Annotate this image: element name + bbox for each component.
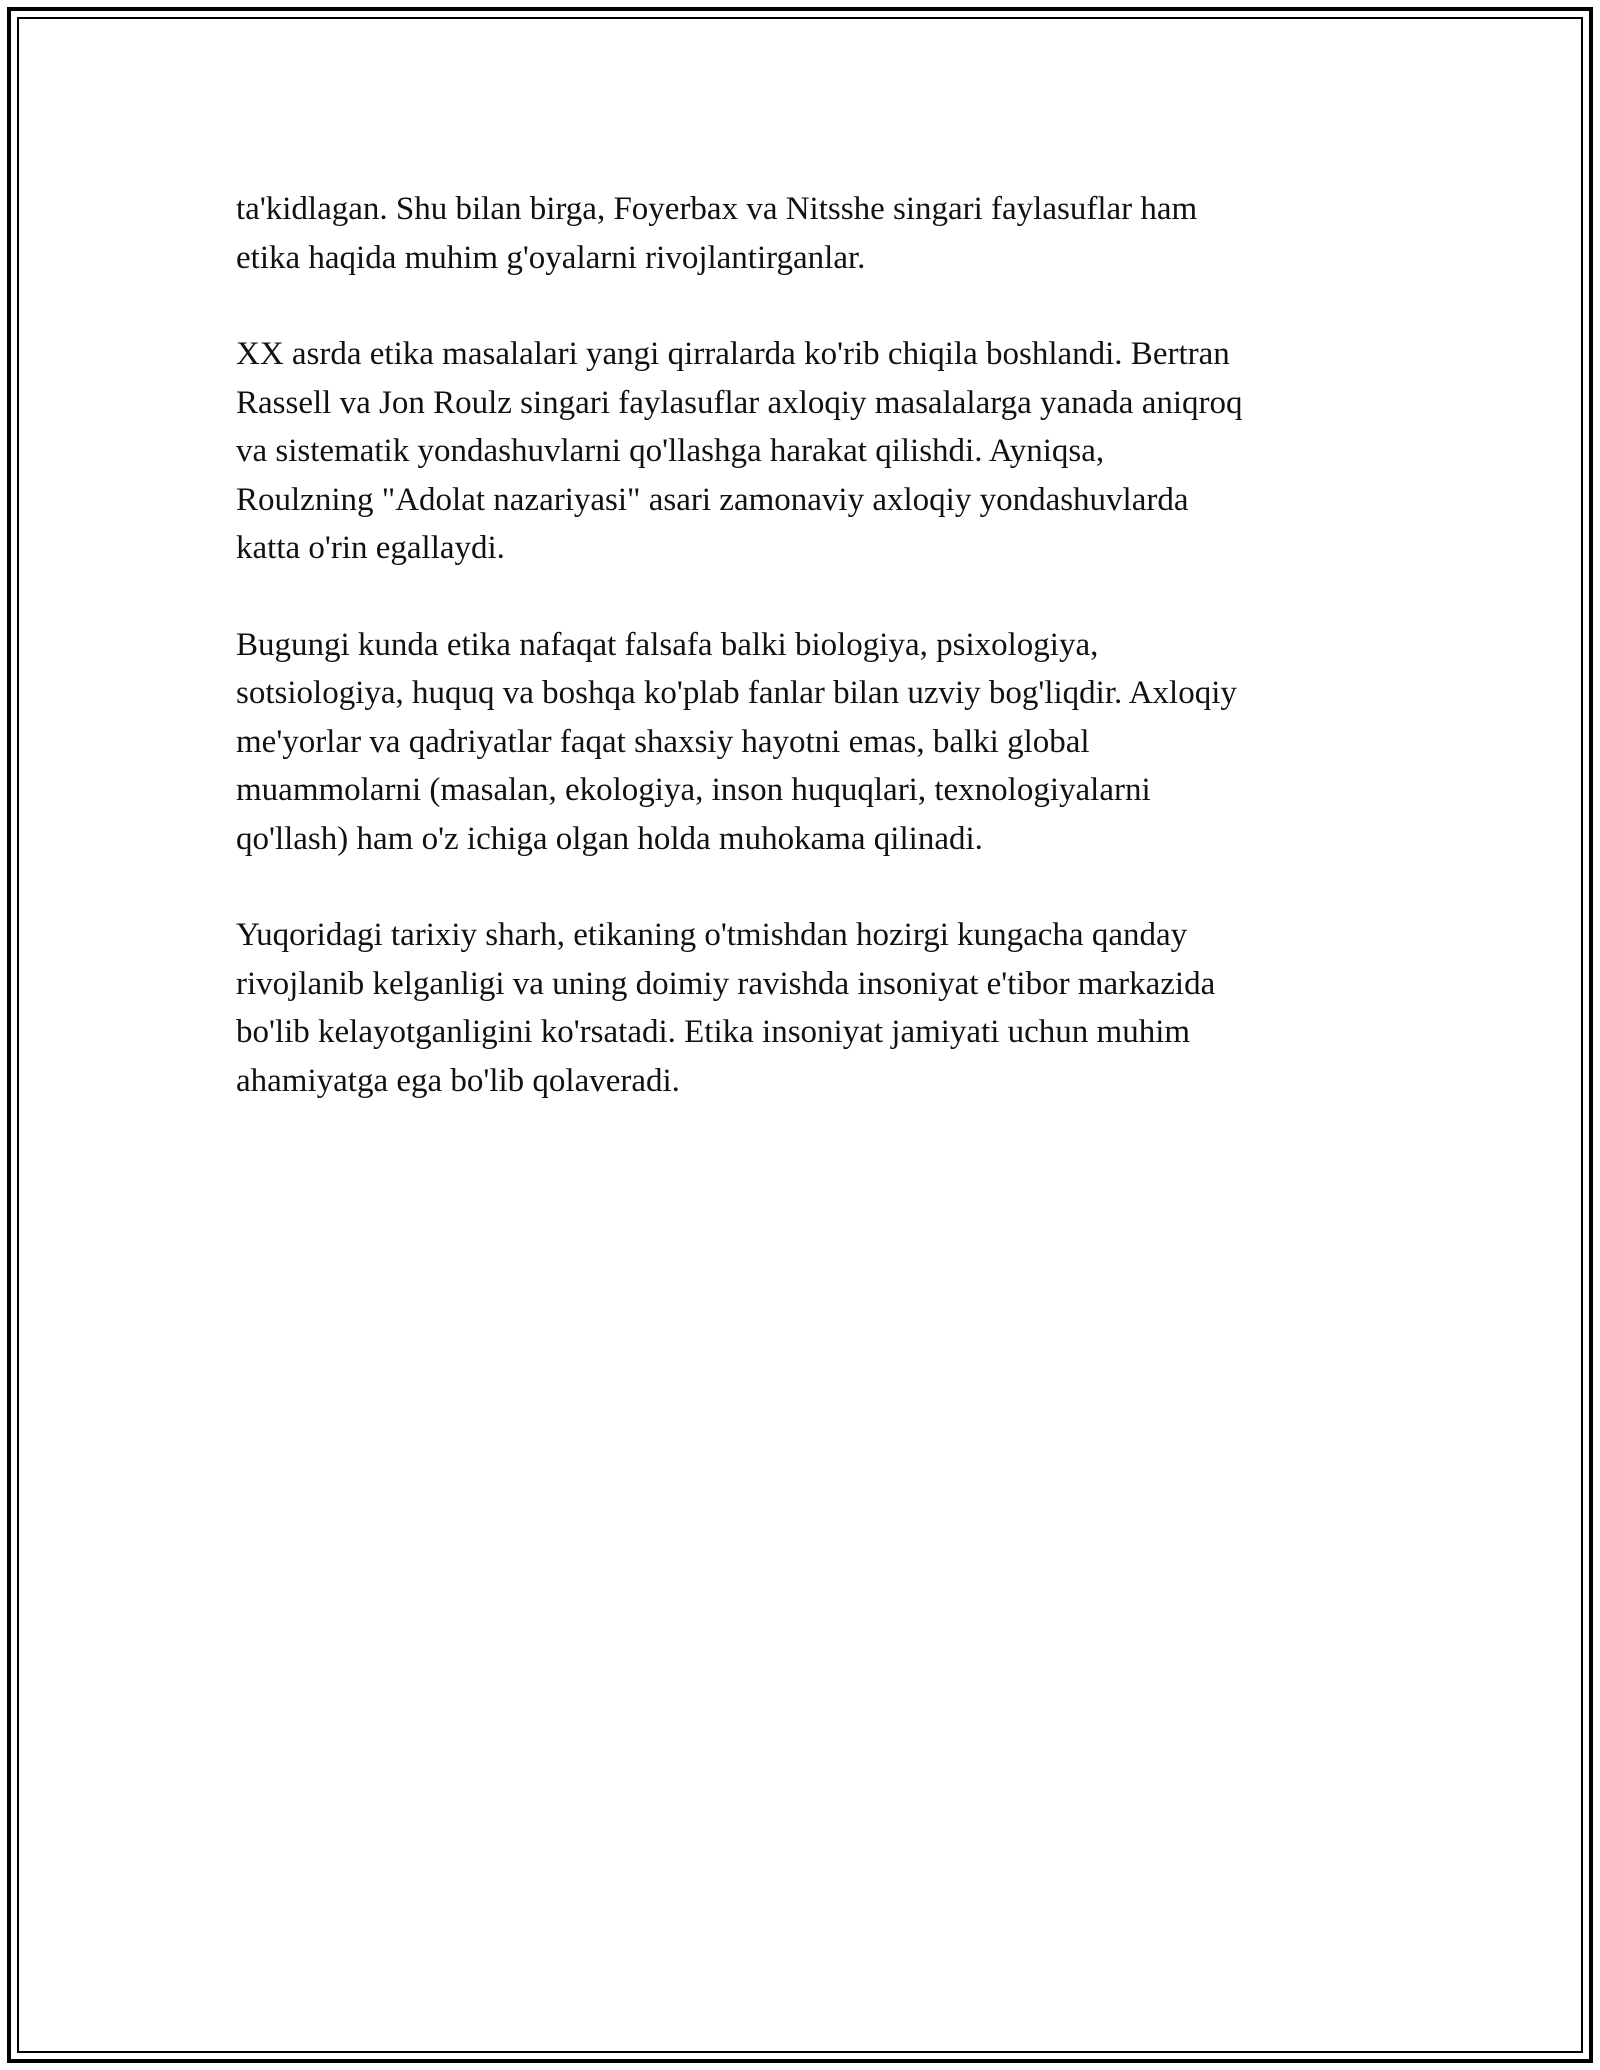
paragraph-4: Yuqoridagi tarixiy sharh, etikaning o'tmishdan hozirgi kungacha qanday rivojlanib kelganligi va uning doimiy ravishda insoniyat e'tibor markazida bo'lib kelayotganligini ko'rsatadi. Etika insoniyat jamiyati uchun muhim ahamiyatga ega bo'lib qolaveradi.	[236, 917, 1216, 1099]
paragraph-1: ta'kidlagan. Shu bilan birga, Foyerbax va Nitsshe singari faylasuflar ham etika haqida muhim g'oyalarni rivojlantirganlar.	[236, 191, 1198, 276]
paragraph-3: Bugungi kunda etika nafaqat falsafa balki biologiya, psixologiya, sotsiologiya, huquq va boshqa ko'plab fanlar bilan uzviy bog'liqdir. Axloqiy me'yorlar va qadriyatlar faqat shaxsiy hayotni emas, balki global muammolarni (masalan, ekologiya, inson huquqlari, texnologiyalarni qo'llash) ham o'z ichiga olgan holda muhokama qilinadi.	[236, 626, 1237, 857]
paragraph-2: XX asrda etika masalalari yangi qirralarda ko'rib chiqila boshlandi. Bertran Rassell va Jon Roulz singari faylasuflar axloqiy masalalarga yanada aniqroq va sistematik yondashuvlarni qo'llashga harakat qilishdi. Ayniqsa, Roulzning "Adolat nazariyasi" asari zamonaviy axloqiy yondashuvlarda katta o'rin egallaydi.	[236, 336, 1243, 566]
document-body	[236, 185, 1366, 1153]
